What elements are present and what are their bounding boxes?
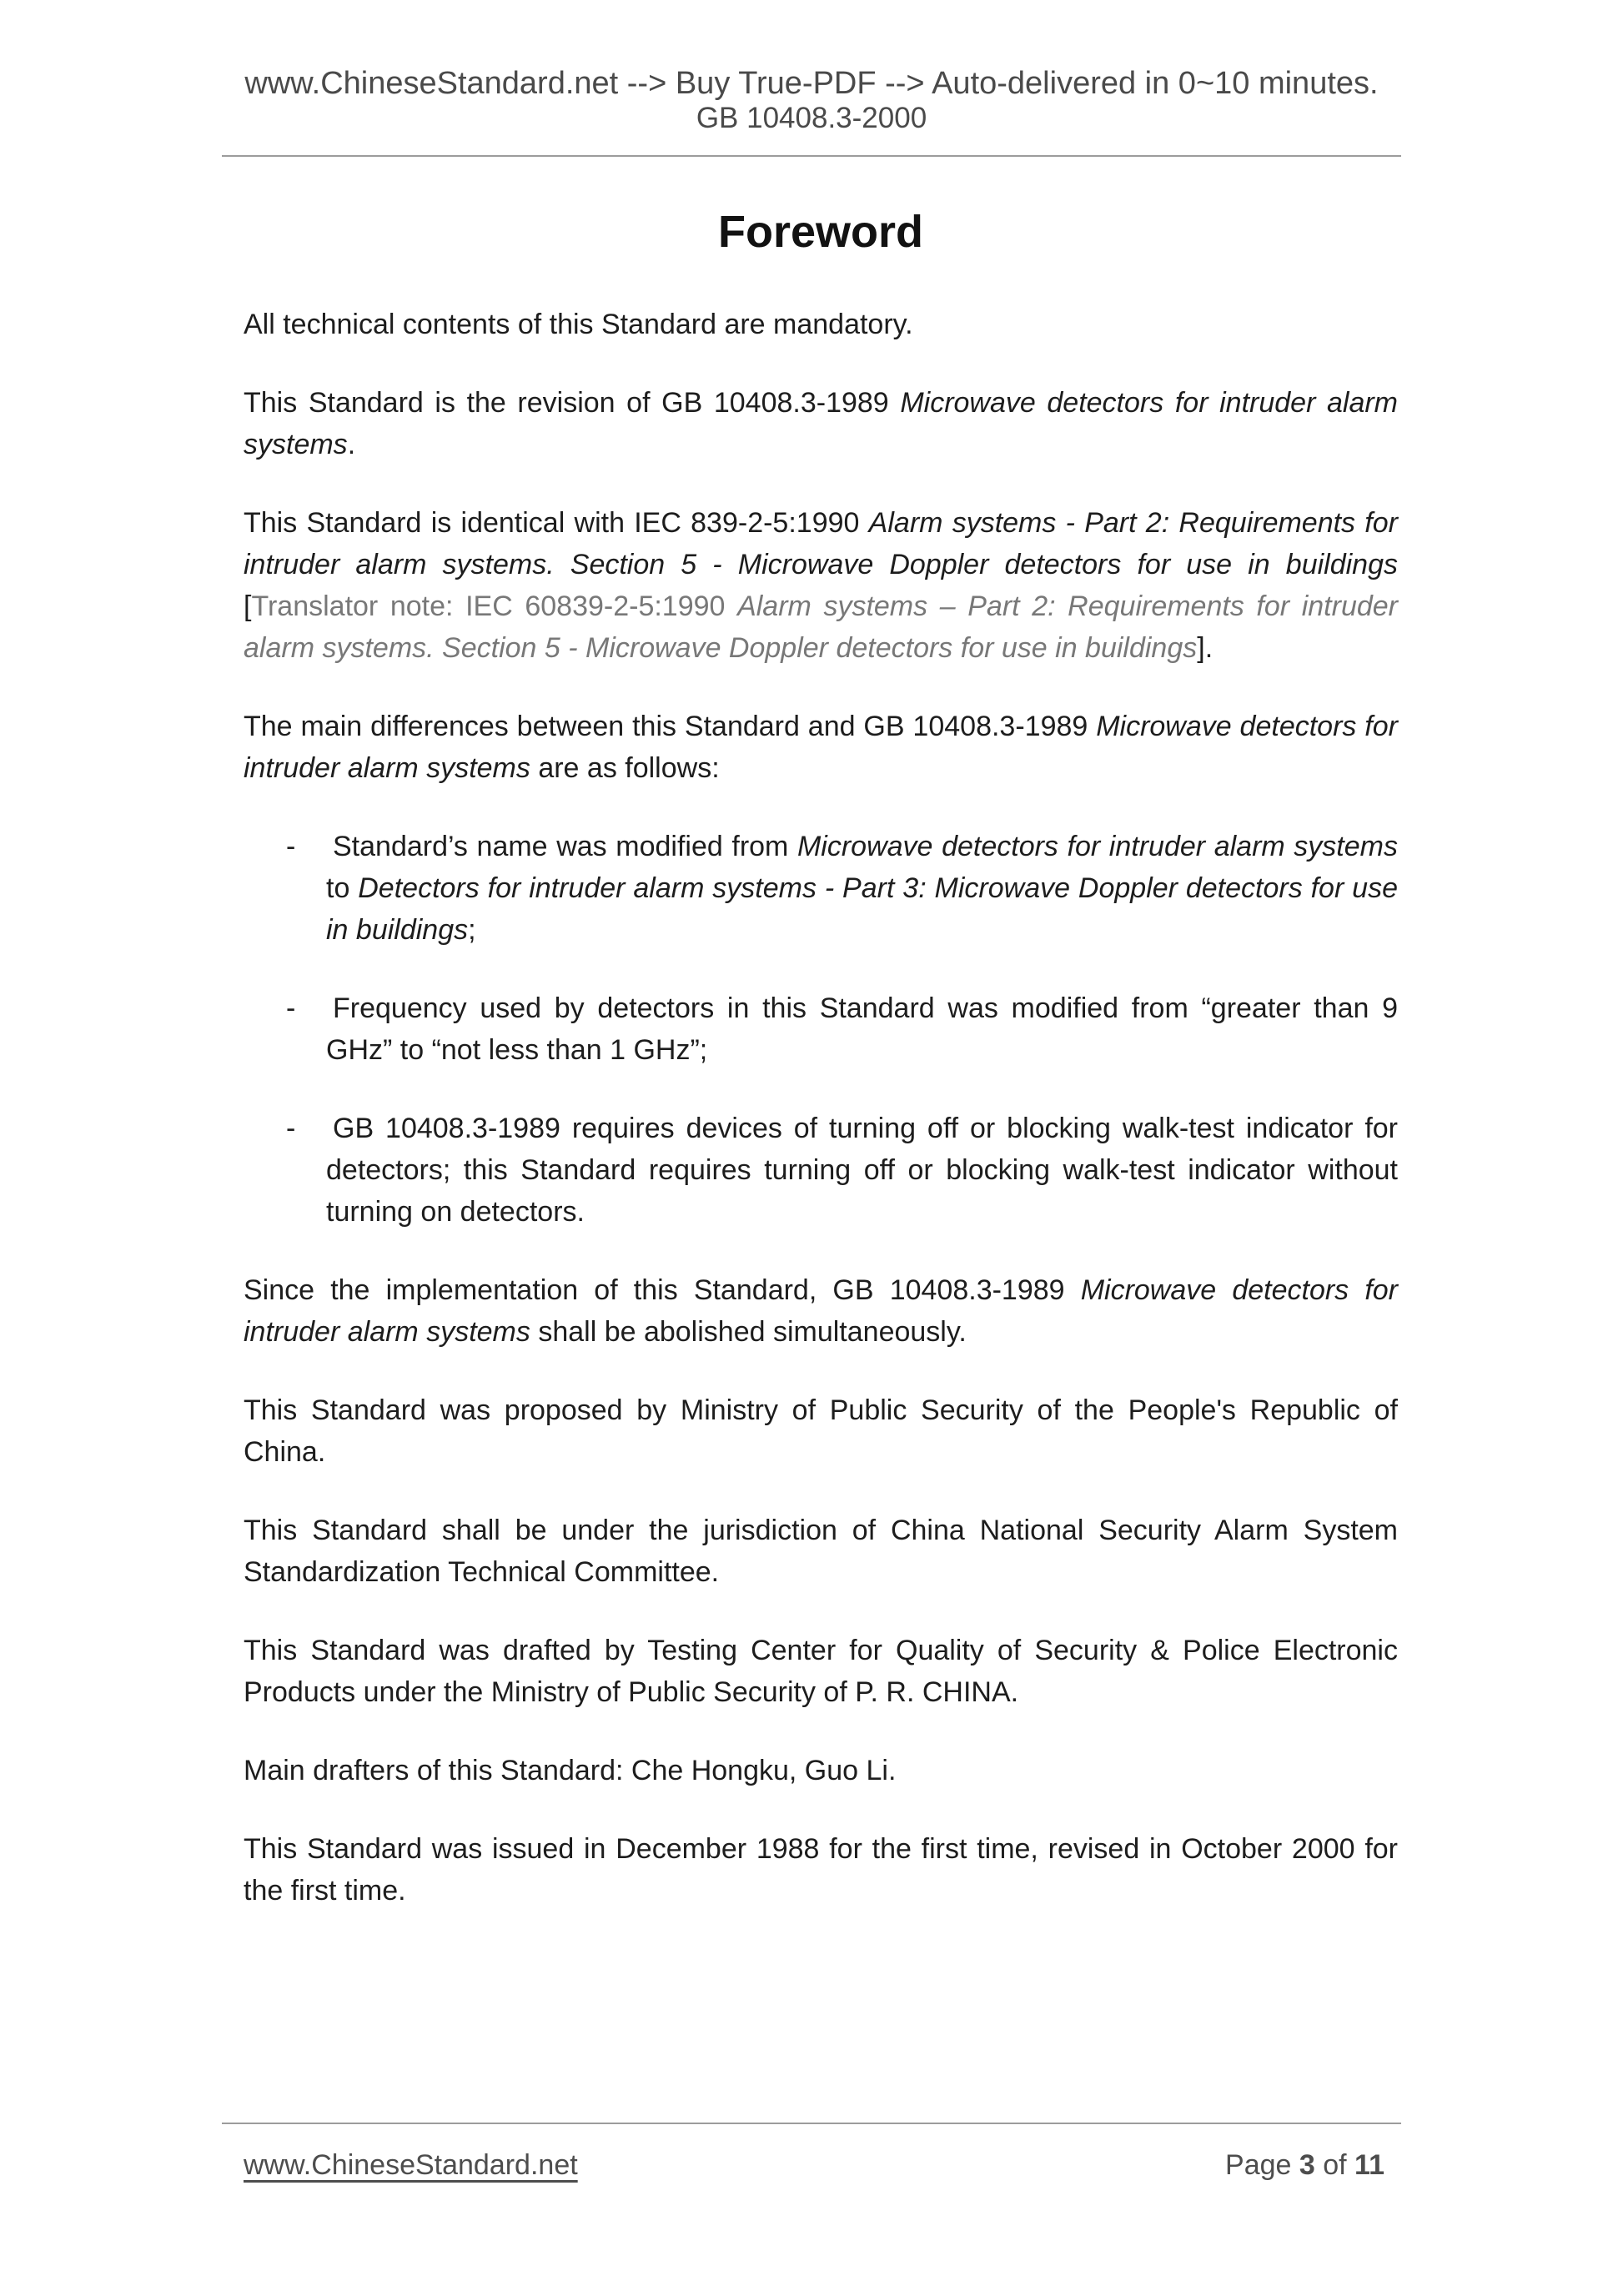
- bullet-text: Frequency used by detectors in this Standard was modified from “greater than 9 GHz” to “not less than 1 GHz”;: [326, 992, 1398, 1066]
- paragraph-jurisdiction: This Standard shall be under the jurisdiction of China National Security Alarm System Standardization Technical Committee.: [244, 1515, 1398, 1588]
- bullet-text: GB 10408.3-1989 requires devices of turning off or blocking walk-test indicator for detectors; this Standard requires turning off or blocking walk-test indicator without turning on detectors.: [326, 1113, 1398, 1228]
- document-body: [244, 207, 1398, 1948]
- bullet-item-frequency: [244, 987, 1398, 1071]
- footer-site-link[interactable]: www.ChineseStandard.net: [244, 2149, 578, 2181]
- header-standard-number: GB 10408.3-2000: [696, 102, 927, 134]
- bullet-item-walk-test: [244, 1108, 1398, 1233]
- paragraph-main-drafters: Main drafters of this Standard: Che Hongku, Guo Li.: [244, 1755, 897, 1786]
- header-site-line: www.ChineseStandard.net --> Buy True-PDF --> Auto-delivered in 0~10 minutes.: [244, 66, 1379, 101]
- bullet-item-name-modified: [244, 826, 1398, 951]
- page-header: [0, 0, 1623, 157]
- page-indicator: Page 3 of 11: [1225, 2149, 1384, 2181]
- bullet-text: Standard’s name was modified from Microwave detectors for intruder alarm systems to Detectors for intruder alarm systems - Part 3: Microwave Doppler detectors for use in buildings;: [326, 831, 1398, 946]
- page-title: Foreword: [717, 207, 923, 257]
- page-footer: [0, 2123, 1623, 2183]
- paragraph-main-differences: The main differences between this Standard and GB 10408.3-1989 Microwave detectors for intruder alarm systems are as follows:: [244, 711, 1398, 784]
- bullet-dash: -: [286, 992, 296, 1024]
- bullet-dash: -: [286, 1113, 296, 1144]
- paragraph-mandatory: All technical contents of this Standard are mandatory.: [244, 309, 913, 340]
- paragraph-revision: This Standard is the revision of GB 10408.3-1989 Microwave detectors for intruder alarm systems.: [244, 387, 1399, 460]
- paragraph-drafted-by: This Standard was drafted by Testing Center for Quality of Security & Police Electronic Products under the Ministry of Public Security of P. R. CHINA.: [244, 1635, 1398, 1708]
- footer-divider: [222, 2123, 1401, 2124]
- paragraph-issue-history: This Standard was issued in December 1988 for the first time, revised in October 2000 for the first time.: [244, 1833, 1398, 1907]
- paragraph-abolished: Since the implementation of this Standard, GB 10408.3-1989 Microwave detectors for intruder alarm systems shall be abolished simultaneously.: [244, 1274, 1398, 1348]
- bullet-dash: -: [286, 831, 296, 862]
- footer-row: [0, 2148, 1623, 2183]
- paragraph-proposed-by: This Standard was proposed by Ministry of Public Security of the People's Republic of China.: [244, 1394, 1398, 1468]
- header-divider: [222, 155, 1401, 157]
- paragraph-identical-iec: This Standard is identical with IEC 839-2-5:1990 Alarm systems - Part 2: Requirements for intruder alarm systems. Section 5 - Microwave Doppler detectors for use in buildings [Translator note: IEC 60839-2-5:1990 Alarm systems – Part 2: Requirements for intruder alarm systems. Section 5 - Microwave Doppler detectors for use in buildings].: [244, 507, 1398, 664]
